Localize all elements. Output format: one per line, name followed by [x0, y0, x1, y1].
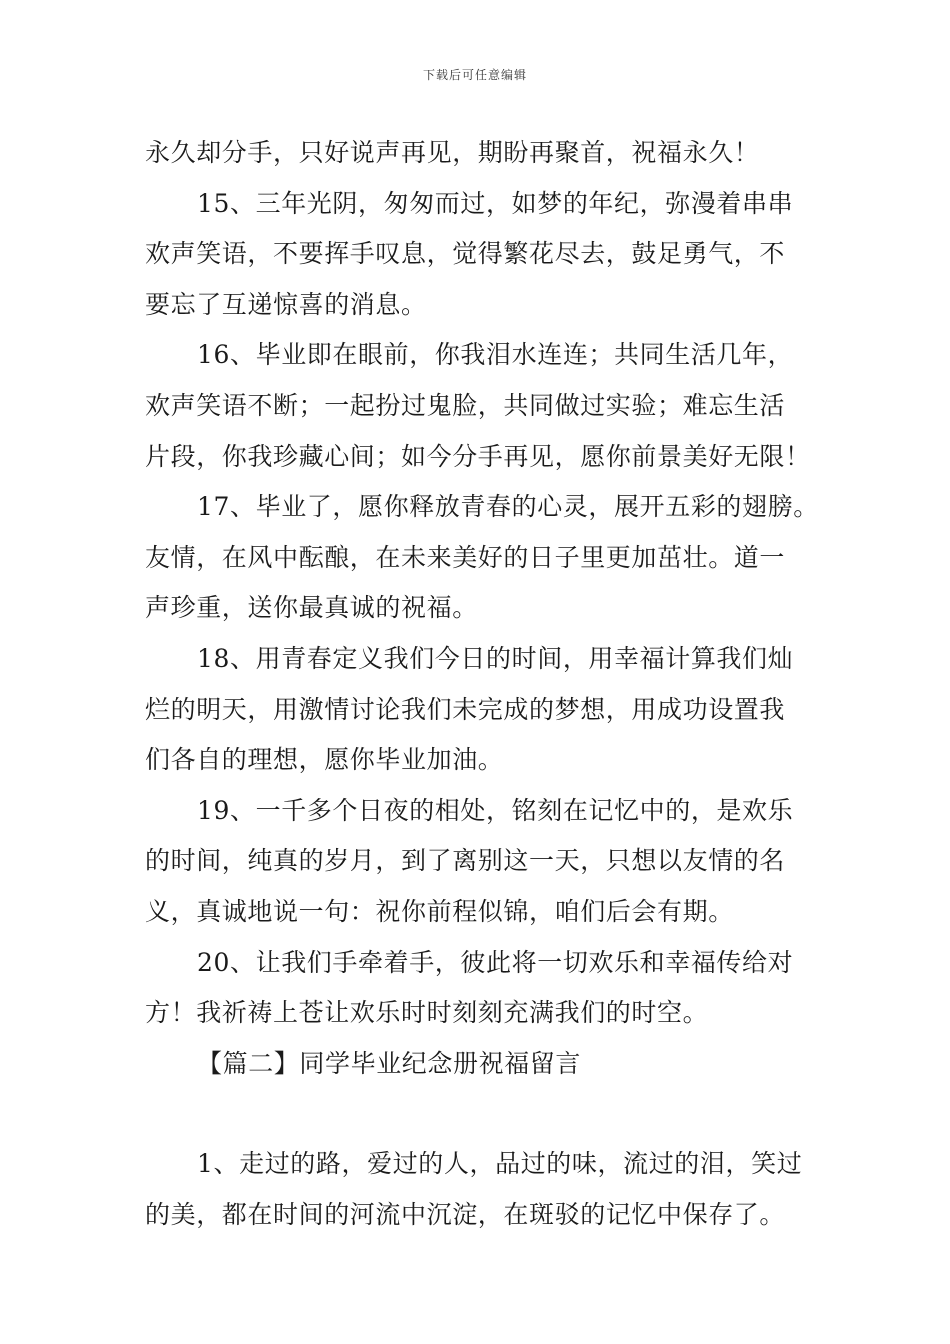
text-line: 片段，你我珍藏心间；如今分手再见，愿你前景美好无限！ [145, 441, 811, 471]
section-heading: 【篇二】同学毕业纪念册祝福留言 [197, 1048, 582, 1078]
paragraph-18-start: 18、用青春定义我们今日的时间，用幸福计算我们灿 [197, 643, 794, 673]
text-line: 要忘了互递惊喜的消息。 [145, 289, 427, 319]
paragraph-17-start: 17、毕业了，愿你释放青春的心灵，展开五彩的翅膀。 [197, 492, 819, 522]
text-line: 义，真诚地说一句：祝你前程似锦，咱们后会有期。 [145, 896, 734, 926]
paragraph-15-start: 15、三年光阴，匆匆而过，如梦的年纪，弥漫着串串 [197, 188, 794, 218]
paragraph-1-start: 1、走过的路，爱过的人，品过的味，流过的泪，笑过 [197, 1149, 803, 1179]
text-line: 友情，在风中酝酿，在未来美好的日子里更加茁壮。道一 [145, 542, 786, 572]
text-line: 方！我祈祷上苍让欢乐时时刻刻充满我们的时空。 [145, 998, 709, 1028]
text-line: 声珍重，送你最真诚的祝福。 [145, 593, 478, 623]
text-line: 们各自的理想，愿你毕业加油。 [145, 745, 504, 775]
paragraph-20-start: 20、让我们手牵着手，彼此将一切欢乐和幸福传给对 [197, 947, 794, 977]
document-body [145, 128, 819, 1240]
text-line: 烂的明天，用激情讨论我们未完成的梦想，用成功设置我 [145, 694, 786, 724]
paragraph-16-start: 16、毕业即在眼前，你我泪水连连；共同生活几年， [197, 340, 794, 370]
text-line: 的美，都在时间的河流中沉淀，在斑驳的记忆中保存了。 [145, 1199, 786, 1229]
paragraph-19-start: 19、一千多个日夜的相处，铭刻在记忆中的，是欢乐 [197, 795, 794, 825]
page-header: 下载后可任意编辑 [422, 68, 527, 82]
text-line: 欢声笑语，不要挥手叹息，觉得繁花尽去，鼓足勇气，不 [145, 239, 786, 269]
text-line: 欢声笑语不断；一起扮过鬼脸，共同做过实验；难忘生活 [145, 390, 786, 420]
text-line: 永久却分手，只好说声再见，期盼再聚首，祝福永久！ [145, 138, 760, 167]
text-line: 的时间，纯真的岁月，到了离别这一天，只想以友情的名 [145, 846, 786, 876]
blank-line [145, 1089, 815, 1139]
